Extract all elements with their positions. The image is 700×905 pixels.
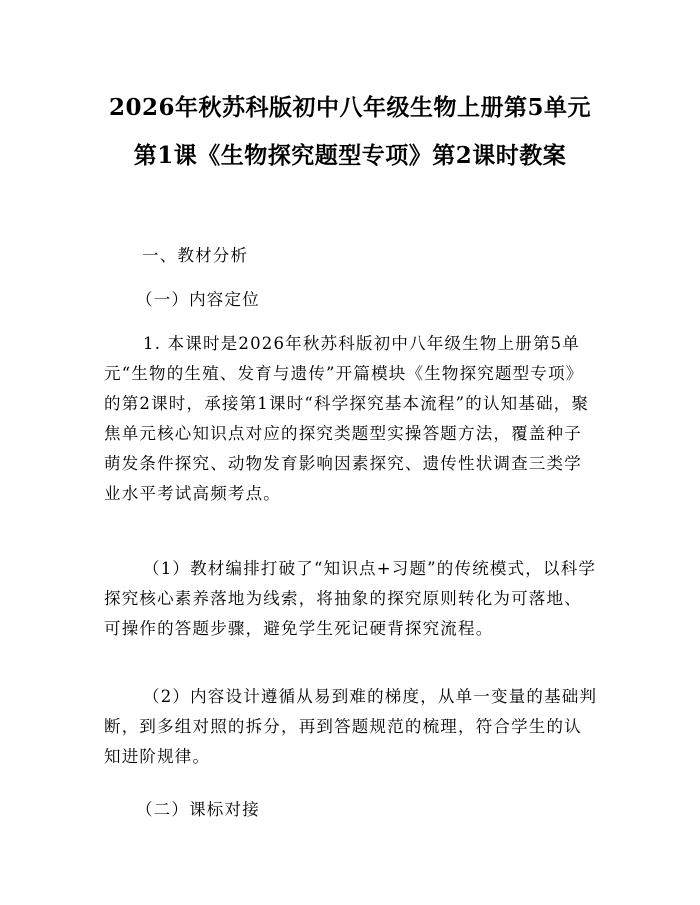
paragraph-lesson-overview: 1. 本课时是2026年秋苏科版初中八年级生物上册第5单元“生物的生殖、发育与遗传”开篇模块《生物探究题型专项》的第2课时，承接第1课时“科学探究基本流程”的认知基础，聚焦单元核心知识点对应的探究类题型实操答题方法，覆盖种子萌发条件探究、动物发育影响因素探究、遗传性状调查三类学业水平考试高频考点。 <box>104 334 590 503</box>
document-title: 2026年秋苏科版初中八年级生物上册第5单元第1课《生物探究题型专项》第2课时教案 <box>108 94 592 169</box>
section-heading-textbook-analysis: 一、教材分析 <box>142 246 249 265</box>
subsection-heading-content-positioning: （一）内容定位 <box>136 290 260 309</box>
paragraph-textbook-arrangement: （1）教材编排打破了“知识点+习题”的传统模式，以科学探究核心素养落地为线索，将抽象的探究原则转化为可落地、可操作的答题步骤，避免学生死记硬背探究流程。 <box>104 559 597 638</box>
subsection-heading-curriculum-alignment: （二）课标对接 <box>136 800 260 819</box>
paragraph-content-design: （2）内容设计遵循从易到难的梯度，从单一变量的基础判断，到多组对照的拆分，再到答题规范的梳理，符合学生的认知进阶规律。 <box>104 687 598 766</box>
